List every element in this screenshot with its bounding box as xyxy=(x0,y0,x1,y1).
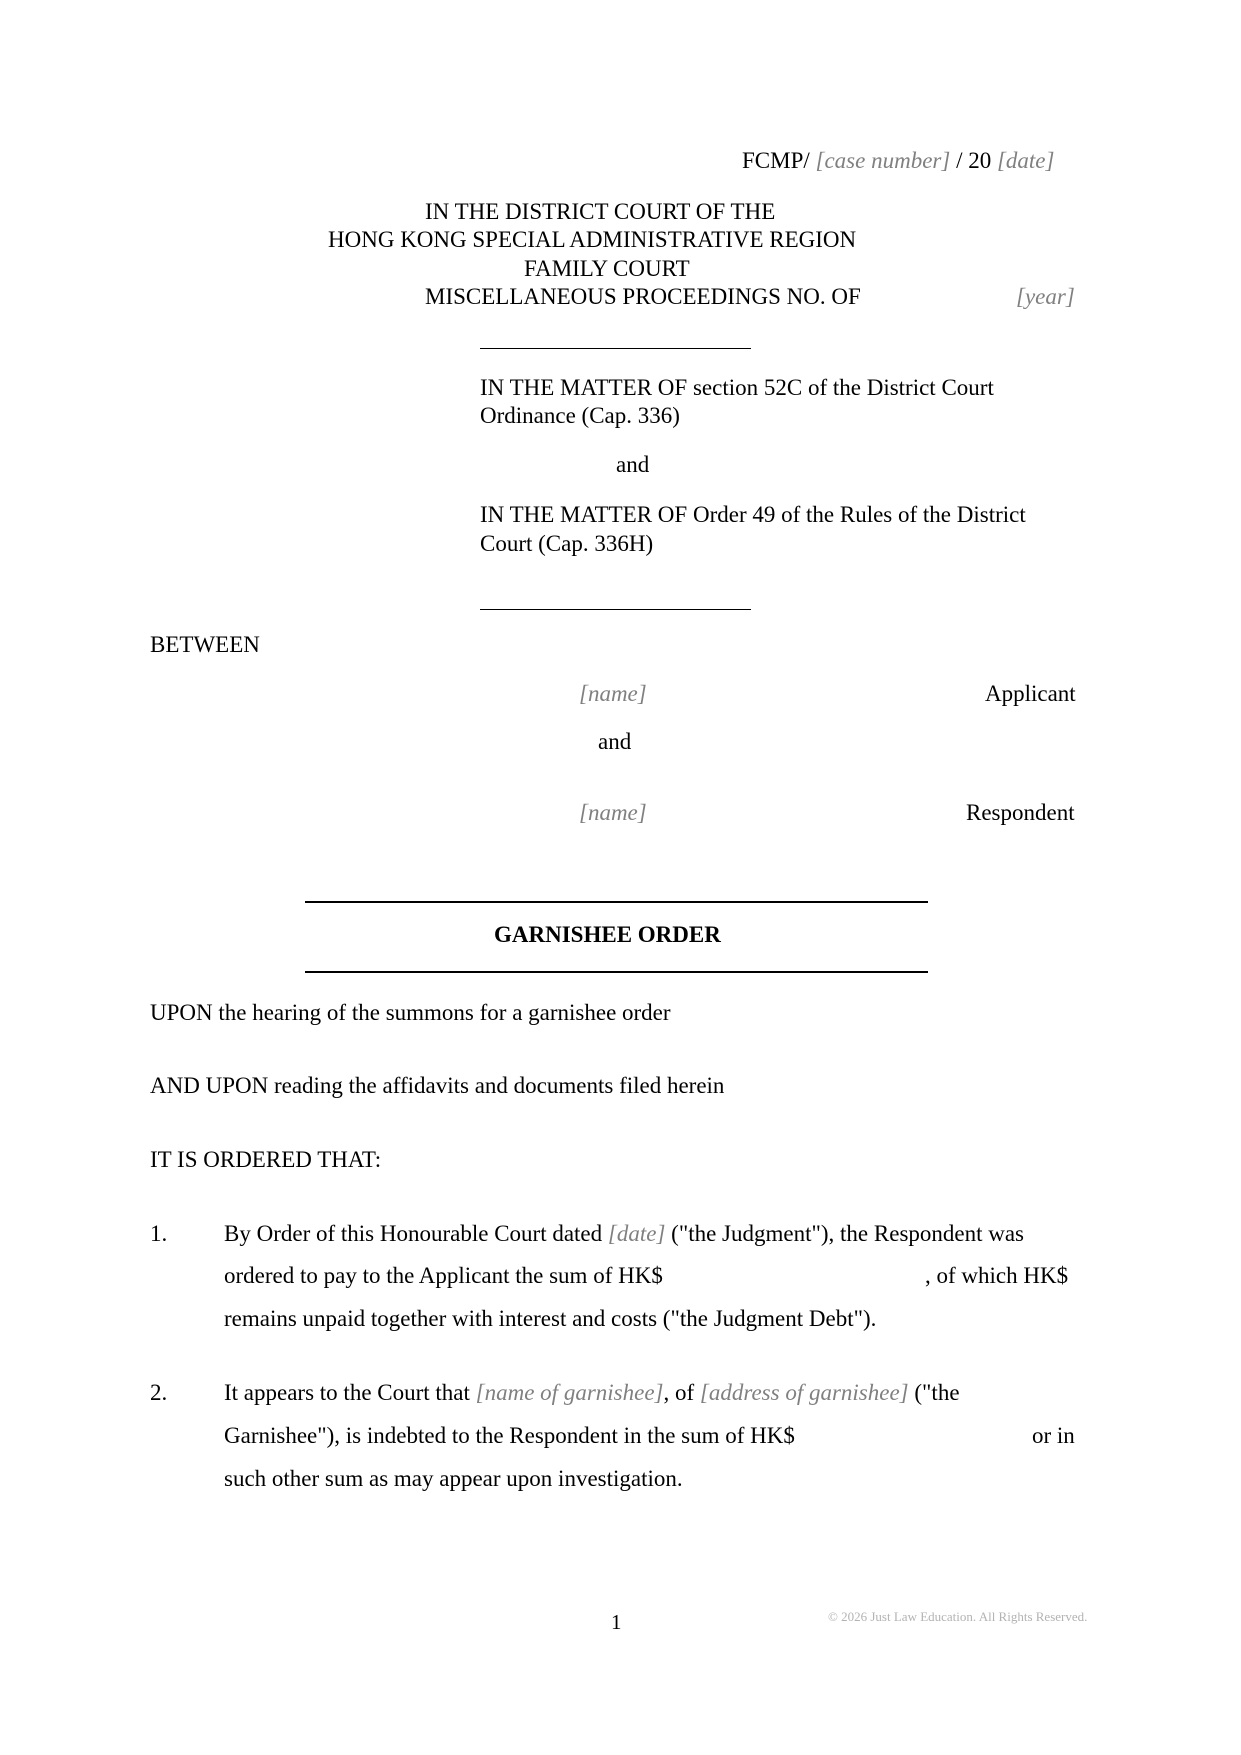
paragraph-2-number: 2. xyxy=(150,1380,168,1405)
paragraph-1-line2-b: , of which HK$ xyxy=(925,1263,1069,1288)
parties-and: and xyxy=(598,729,632,754)
matters-and: and xyxy=(616,452,650,477)
paragraph-2-line3: such other sum as may appear upon investigation. xyxy=(224,1466,683,1491)
paragraph-1-line1 xyxy=(224,1221,1024,1247)
matter1-line2: Ordinance (Cap. 336) xyxy=(480,403,680,428)
paragraph-2-line2-a: Garnishee"), is indebted to the Respondent in the sum of HK$ xyxy=(224,1423,795,1448)
header-divider-1 xyxy=(480,348,751,349)
header-divider-2 xyxy=(480,609,751,610)
recital-upon: UPON the hearing of the summons for a garnishee order xyxy=(150,1000,671,1025)
garnishee-address-placeholder: [address of garnishee] xyxy=(699,1380,909,1405)
document-title: GARNISHEE ORDER xyxy=(494,922,721,947)
paragraph-1-text-a: By Order of this Honourable Court dated xyxy=(224,1221,608,1246)
case-reference xyxy=(742,148,1054,174)
recital-ordered: IT IS ORDERED THAT: xyxy=(150,1147,382,1172)
title-rule-top xyxy=(305,901,928,903)
matter2-line1: IN THE MATTER OF Order 49 of the Rules of the District xyxy=(480,502,1026,527)
paragraph-2-text-b: , of xyxy=(663,1380,700,1405)
copyright-notice: © 2026 Just Law Education. All Rights Reserved. xyxy=(828,1609,1088,1624)
case-year-prefix: / 20 xyxy=(956,148,992,173)
paragraph-2-text-a: It appears to the Court that xyxy=(224,1380,476,1405)
court-header-line1: IN THE DISTRICT COURT OF THE xyxy=(425,199,776,224)
judgment-date-placeholder: [date] xyxy=(607,1221,666,1246)
recital-and-upon: AND UPON reading the affidavits and documents filed herein xyxy=(150,1073,725,1098)
between-label: BETWEEN xyxy=(150,632,260,657)
paragraph-2-line2-b: or in xyxy=(1032,1423,1075,1448)
applicant-role: Applicant xyxy=(985,681,1076,706)
paragraph-1-text-b: ("the Judgment"), the Respondent was xyxy=(665,1221,1025,1246)
matter1-line1: IN THE MATTER OF section 52C of the District Court xyxy=(480,375,994,400)
paragraph-2-line1 xyxy=(224,1380,960,1406)
case-date-placeholder: [date] xyxy=(996,148,1055,173)
paragraph-1-line2-a: ordered to pay to the Applicant the sum of HK$ xyxy=(224,1263,663,1288)
court-year-placeholder: [year] xyxy=(1016,284,1075,309)
page-number: 1 xyxy=(611,1610,622,1634)
court-header-line2: HONG KONG SPECIAL ADMINISTRATIVE REGION xyxy=(328,227,857,252)
title-rule-bottom xyxy=(305,971,928,973)
paragraph-1-line3: remains unpaid together with interest and costs ("the Judgment Debt"). xyxy=(224,1306,877,1331)
paragraph-1-number: 1. xyxy=(150,1221,168,1246)
court-header-line3: FAMILY COURT xyxy=(524,256,690,281)
applicant-name-placeholder: [name] xyxy=(579,681,647,706)
garnishee-name-placeholder: [name of garnishee] xyxy=(475,1380,664,1405)
case-number-placeholder: [case number] xyxy=(815,148,951,173)
case-prefix: FCMP/ xyxy=(742,148,810,173)
respondent-name-placeholder: [name] xyxy=(579,800,647,825)
respondent-role: Respondent xyxy=(966,800,1075,825)
court-header-line4: MISCELLANEOUS PROCEEDINGS NO. OF xyxy=(425,284,861,309)
matter2-line2: Court (Cap. 336H) xyxy=(480,531,654,556)
paragraph-2-text-c: ("the xyxy=(908,1380,960,1405)
